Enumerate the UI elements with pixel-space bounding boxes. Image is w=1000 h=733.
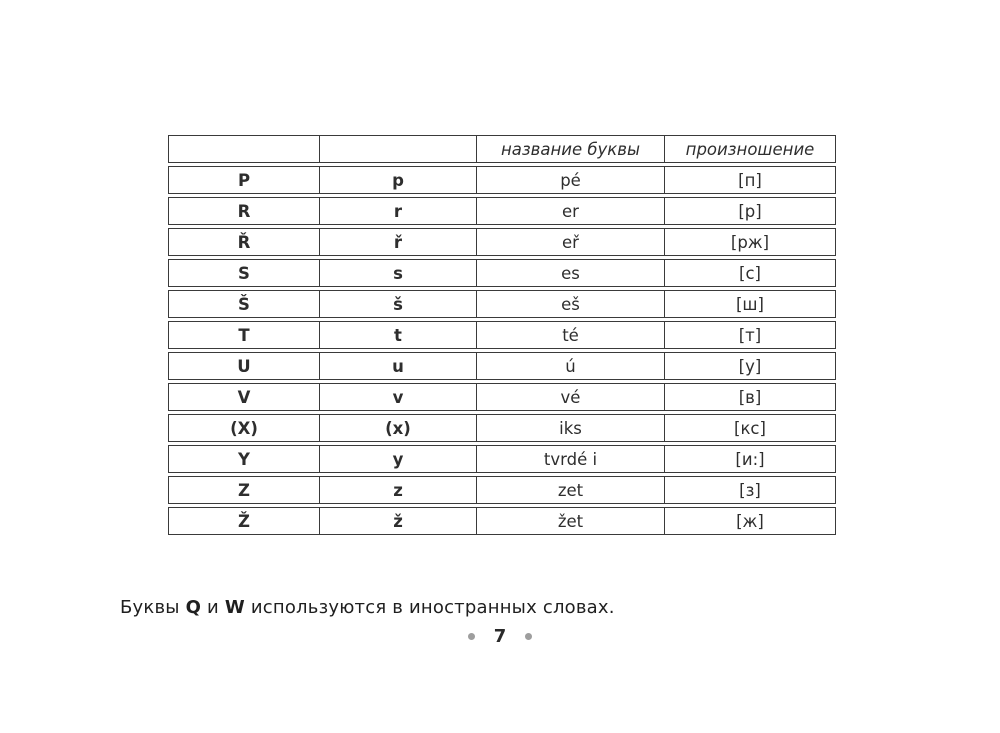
table-row	[168, 476, 836, 504]
table-row	[168, 290, 836, 318]
cell-uppercase: R	[168, 197, 320, 225]
cell-lowercase: z	[320, 476, 477, 504]
cell-uppercase: V	[168, 383, 320, 411]
cell-lowercase: š	[320, 290, 477, 318]
table-row	[168, 507, 836, 535]
cell-lowercase: p	[320, 166, 477, 194]
cell-letter-name: iks	[477, 414, 665, 442]
page-number: 7	[493, 626, 507, 647]
cell-pronunciation: [р]	[665, 197, 836, 225]
cell-uppercase: Š	[168, 290, 320, 318]
cell-letter-name: žet	[477, 507, 665, 535]
cell-uppercase: T	[168, 321, 320, 349]
cell-letter-name: ú	[477, 352, 665, 380]
cell-pronunciation: [т]	[665, 321, 836, 349]
cell-pronunciation: [ж]	[665, 507, 836, 535]
cell-uppercase: Ž	[168, 507, 320, 535]
cell-uppercase: S	[168, 259, 320, 287]
cell-lowercase: v	[320, 383, 477, 411]
cell-letter-name: tvrdé i	[477, 445, 665, 473]
cell-letter-name: eř	[477, 228, 665, 256]
header-cell-lower	[320, 135, 477, 163]
cell-uppercase: P	[168, 166, 320, 194]
cell-pronunciation: [ш]	[665, 290, 836, 318]
footnote-letter-w: W	[224, 597, 245, 618]
cell-pronunciation: [п]	[665, 166, 836, 194]
footnote-mid: и	[201, 597, 225, 618]
cell-lowercase: ž	[320, 507, 477, 535]
cell-uppercase: U	[168, 352, 320, 380]
cell-pronunciation: [и:]	[665, 445, 836, 473]
cell-uppercase: Y	[168, 445, 320, 473]
cell-lowercase: u	[320, 352, 477, 380]
table-row	[168, 414, 836, 442]
cell-letter-name: es	[477, 259, 665, 287]
cell-lowercase: t	[320, 321, 477, 349]
table-row	[168, 445, 836, 473]
footer-dot-right-icon	[525, 633, 532, 640]
header-cell-upper	[168, 135, 320, 163]
cell-letter-name: er	[477, 197, 665, 225]
cell-letter-name: eš	[477, 290, 665, 318]
cell-pronunciation: [з]	[665, 476, 836, 504]
table-header-row	[168, 135, 836, 163]
page-footer	[0, 626, 1000, 647]
cell-pronunciation: [с]	[665, 259, 836, 287]
cell-pronunciation: [рж]	[665, 228, 836, 256]
cell-uppercase: Ř	[168, 228, 320, 256]
cell-lowercase: y	[320, 445, 477, 473]
table-row	[168, 321, 836, 349]
footnote-post: используются в иностранных словах.	[244, 597, 615, 618]
header-cell-letter-name: название буквы	[477, 135, 665, 163]
table-row	[168, 197, 836, 225]
table-row	[168, 383, 836, 411]
table-row	[168, 228, 836, 256]
cell-pronunciation: [кс]	[665, 414, 836, 442]
table-row	[168, 166, 836, 194]
cell-lowercase: r	[320, 197, 477, 225]
footnote-letter-q: Q	[185, 597, 202, 618]
footer-dot-left-icon	[468, 633, 475, 640]
table-row	[168, 352, 836, 380]
cell-letter-name: zet	[477, 476, 665, 504]
alphabet-table	[168, 132, 836, 538]
cell-letter-name: pé	[477, 166, 665, 194]
cell-letter-name: té	[477, 321, 665, 349]
cell-uppercase: (X)	[168, 414, 320, 442]
header-cell-pronunciation: произношение	[665, 135, 836, 163]
footnote-pre: Буквы	[120, 597, 186, 618]
table-row	[168, 259, 836, 287]
cell-uppercase: Z	[168, 476, 320, 504]
cell-lowercase: ř	[320, 228, 477, 256]
cell-pronunciation: [в]	[665, 383, 836, 411]
cell-lowercase: (x)	[320, 414, 477, 442]
cell-letter-name: vé	[477, 383, 665, 411]
cell-pronunciation: [у]	[665, 352, 836, 380]
cell-lowercase: s	[320, 259, 477, 287]
footnote-text	[120, 597, 615, 618]
